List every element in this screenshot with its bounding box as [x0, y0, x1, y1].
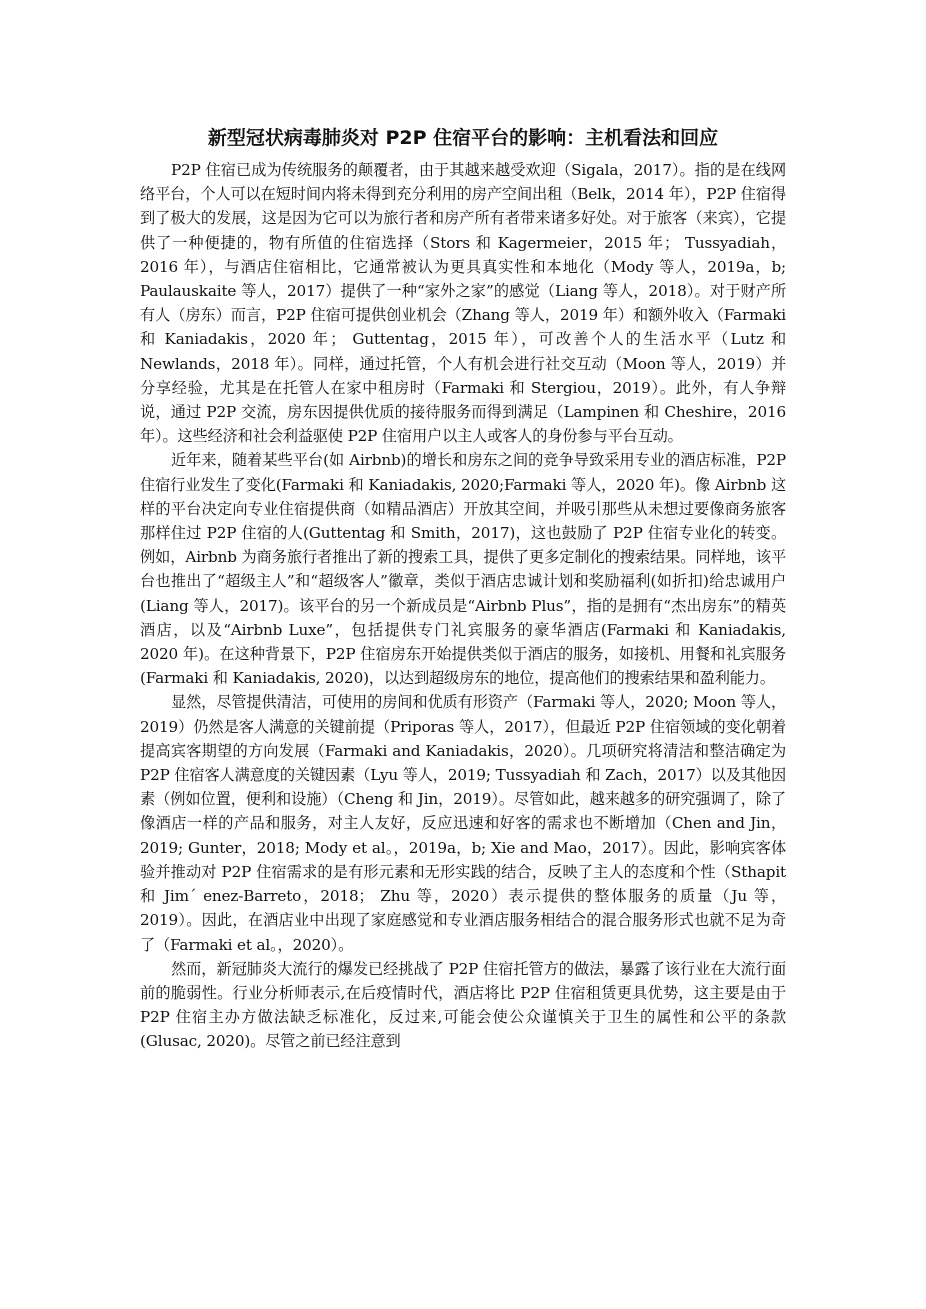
- body-paragraph-1: P2P 住宿已成为传统服务的颠覆者，由于其越来越受欢迎（Sigala，2017）。指的是在线网络平台，个人可以在短时间内将未得到充分利用的房产空间出租（Belk，2014 年），P2P 住宿得到了极大的发展，这是因为它可以为旅行者和房产所有者带来诸多好处。对于旅客（来宾），它提供了一种便捷的，物有所值的住宿选择（Stors 和 Kagermeier，2015 年； Tussyadiah，2016 年），与酒店住宿相比，它通常被认为更具真实性和本地化（Mody 等人，2019a，b; Paulauskaite 等人，2017）提供了一种“家外之家”的感觉（Liang 等人，2018）。对于财产所有人（房东）而言，P2P 住宿可提供创业机会（Zhang 等人，2019 年）和额外收入（Farmaki 和 Kaniadakis，2020 年； Guttentag，2015 年），可改善个人的生活水平（Lutz 和 Newlands，2018 年）。同样，通过托管，个人有机会进行社交互动（Moon 等人，2019）并分享经验，尤其是在托管人在家中租房时（Farmaki 和 Stergiou，2019）。此外，有人争辩说，通过 P2P 交流，房东因提供优质的接待服务而得到满足（Lampinen 和 Cheshire，2016 年）。这些经济和社会利益驱使 P2P 住宿用户以主人或客人的身份参与平台互动。: [140, 161, 786, 446]
- body-paragraph-2: 近年来，随着某些平台(如 Airbnb)的增长和房东之间的竞争导致采用专业的酒店标准，P2P 住宿行业发生了变化(Farmaki 和 Kaniadakis, 2020;Farmaki 等人，2020 年)。像 Airbnb 这样的平台决定向专业住宿提供商（如精品酒店）开放其空间，并吸引那些从未想过要像商务旅客那样住过 P2P 住宿的人(Guttentag 和 Smith，2017)，这也鼓励了 P2P 住宿专业化的转变。例如，Airbnb 为商务旅行者推出了新的搜索工具，提供了更多定制化的搜索结果。同样地，该平台也推出了“超级主人”和“超级客人”徽章，类似于酒店忠诚计划和奖励福利(如折扣)给忠诚用户(Liang 等人，2017)。该平台的另一个新成员是“Airbnb Plus”，指的是拥有“杰出房东”的精英酒店，以及“Airbnb Luxe”，包括提供专门礼宾服务的豪华酒店(Farmaki 和 Kaniadakis, 2020 年)。在这种背景下，P2P 住宿房东开始提供类似于酒店的服务，如接机、用餐和礼宾服务(Farmaki 和 Kaniadakis, 2020)，以达到超级房东的地位，提高他们的搜索结果和盈利能力。: [140, 451, 786, 688]
- body-paragraph-4: 然而，新冠肺炎大流行的爆发已经挑战了 P2P 住宿托管方的做法，暴露了该行业在大流行面前的脆弱性。行业分析师表示,在后疫情时代，酒店将比 P2P 住宿租赁更具优势，这主要是由于 P2P 住宿主办方做法缺乏标准化，反过来,可能会使公众谨慎关于卫生的属性和公平的条款(Glusac, 2020)。尽管之前已经注意到: [140, 959, 786, 1051]
- body-paragraph-3: 显然，尽管提供清洁，可使用的房间和优质有形资产（Farmaki 等人，2020; Moon 等人，2019）仍然是客人满意的关键前提（Priporas 等人，2017），但最近 P2P 住宿领域的变化朝着提高宾客期望的方向发展（Farmaki and Kaniadakis，2020）。几项研究将清洁和整洁确定为 P2P 住宿客人满意度的关键因素（Lyu 等人，2019; Tussyadiah 和 Zach，2017）以及其他因素（例如位置，便利和设施）（Cheng 和 Jin，2019）。尽管如此，越来越多的研究强调了，除了像酒店一样的产品和服务，对主人友好，反应迅速和好客的需求也不断增加（Chen and Jin，2019; Gunter，2018; Mody et al。，2019a，b; Xie and Mao，2017）。因此，影响宾客体验并推动对 P2P 住宿需求的是有形元素和无形实践的结合，反映了主人的态度和个性（Sthapit 和 Jim´ enez-Barreto，2018； Zhu 等，2020）表示提供的整体服务的质量（Ju 等，2019）。因此，在酒店业中出现了家庭感觉和专业酒店服务相结合的混合服务形式也就不足为奇了（Farmaki et al。，2020）。: [140, 693, 786, 954]
- document-title: 新型冠状病毒肺炎对 P2P 住宿平台的影响：主机看法和回应: [207, 127, 719, 149]
- document-page: [140, 124, 786, 1054]
